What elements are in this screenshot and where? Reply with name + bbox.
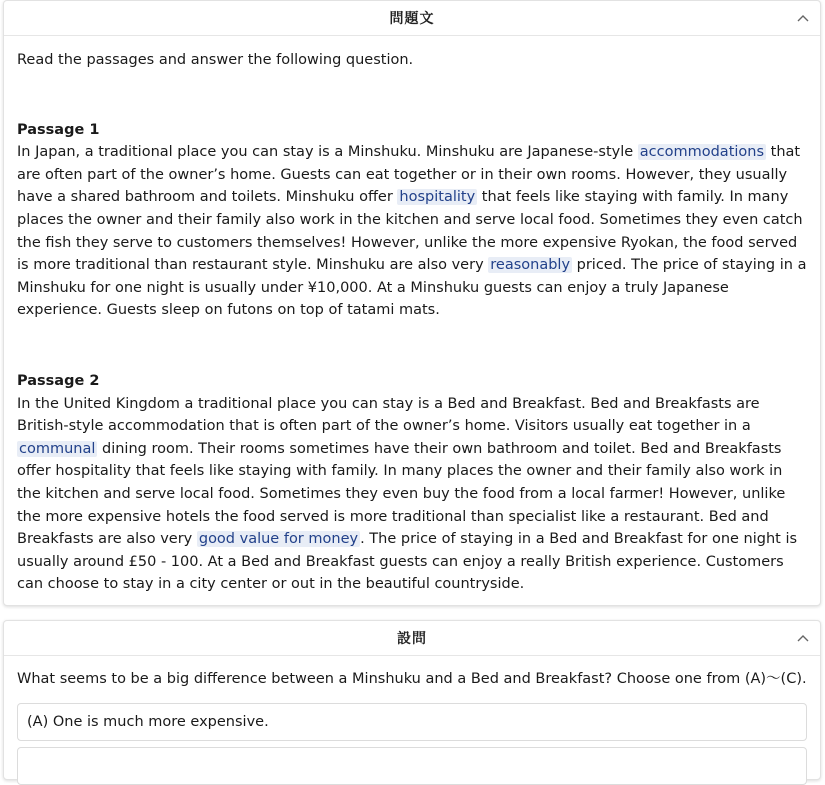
question-panel-title: 設問 [397,631,427,647]
passage-1-segment: priced. The price of staying in a Minshuku for one night is usually under ¥10,000. At a Minshuku guests can enjoy a truly Japanese experience. Guests sleep on futons on top of tatami mats. [17,257,807,319]
passage-2-segment: In the United Kingdom a traditional place you can stay is a Bed and Breakfast. Bed and Breakfasts are British-style accommodation that is often part of the owner’s home. Visitors usually eat together in a [17,395,760,435]
chevron-up-icon[interactable] [796,631,810,645]
answer-option-label: (A) One is much more expensive. [27,714,269,730]
question-panel [3,620,821,780]
passage-panel [3,0,821,606]
passage-1-segment: In Japan, a traditional place you can stay is a Minshuku. Minshuku are Japanese-style [17,144,638,161]
instruction-text: Read the passages and answer the following question. [17,52,414,68]
question-text: What seems to be a big difference between a Minshuku and a Bed and Breakfast? Choose one from (A)～(C). [17,671,807,687]
passage-panel-title: 問題文 [389,11,435,27]
passage-1-text [17,141,807,322]
passage-2-segment: . The price of staying in a Bed and Breakfast for one night is usually around £50 - 100. At a Bed and Breakfast guests can enjoy a really British experience. Customers can choose to stay in a city center or out in the beautiful countryside. [17,531,798,593]
passage-1-segment: that are often part of the owner’s home. Guests can eat together or in their own rooms. However, they usually have a shared bathroom and toilets. Minshuku offer [17,144,801,206]
highlighted-word[interactable]: communal [19,440,96,457]
passage-1-segment: that feels like staying with family. In many places the owner and their family also work in the kitchen and serve local food. Sometimes they even catch the fish they serve to customers themselves! However, unlike the more expensive Ryokan, the food served is more traditional than restaurant style. Minshuku are also very [17,189,803,274]
question-panel-header[interactable] [4,621,820,656]
highlighted-word[interactable]: hospitality [399,189,476,206]
highlighted-word[interactable]: accommodations [639,144,765,161]
answer-option-a[interactable] [17,703,807,741]
chevron-up-icon[interactable] [796,11,810,25]
passage-1-heading: Passage 1 [17,121,100,138]
question-body [4,656,820,785]
passage-panel-body [4,36,820,596]
passage-panel-header[interactable] [4,1,820,36]
answer-option-b[interactable] [17,747,807,785]
passage-2-segment: dining room. Their rooms sometimes have their own bathroom and toilet. Bed and Breakfasts offer hospitality that feels like staying with family. In many places the owner and their family also work in the kitchen and serve local food. Sometimes they even buy the food from a local farmer! However, unlike the more expensive hotels the food served is more traditional than specialist like a restaurant. Bed and Breakfasts are also very [17,440,786,548]
highlighted-word[interactable]: reasonably [490,257,571,274]
highlighted-word[interactable]: good value for money [198,531,359,548]
passage-2-text [17,393,807,596]
passage-2-heading: Passage 2 [17,372,100,389]
